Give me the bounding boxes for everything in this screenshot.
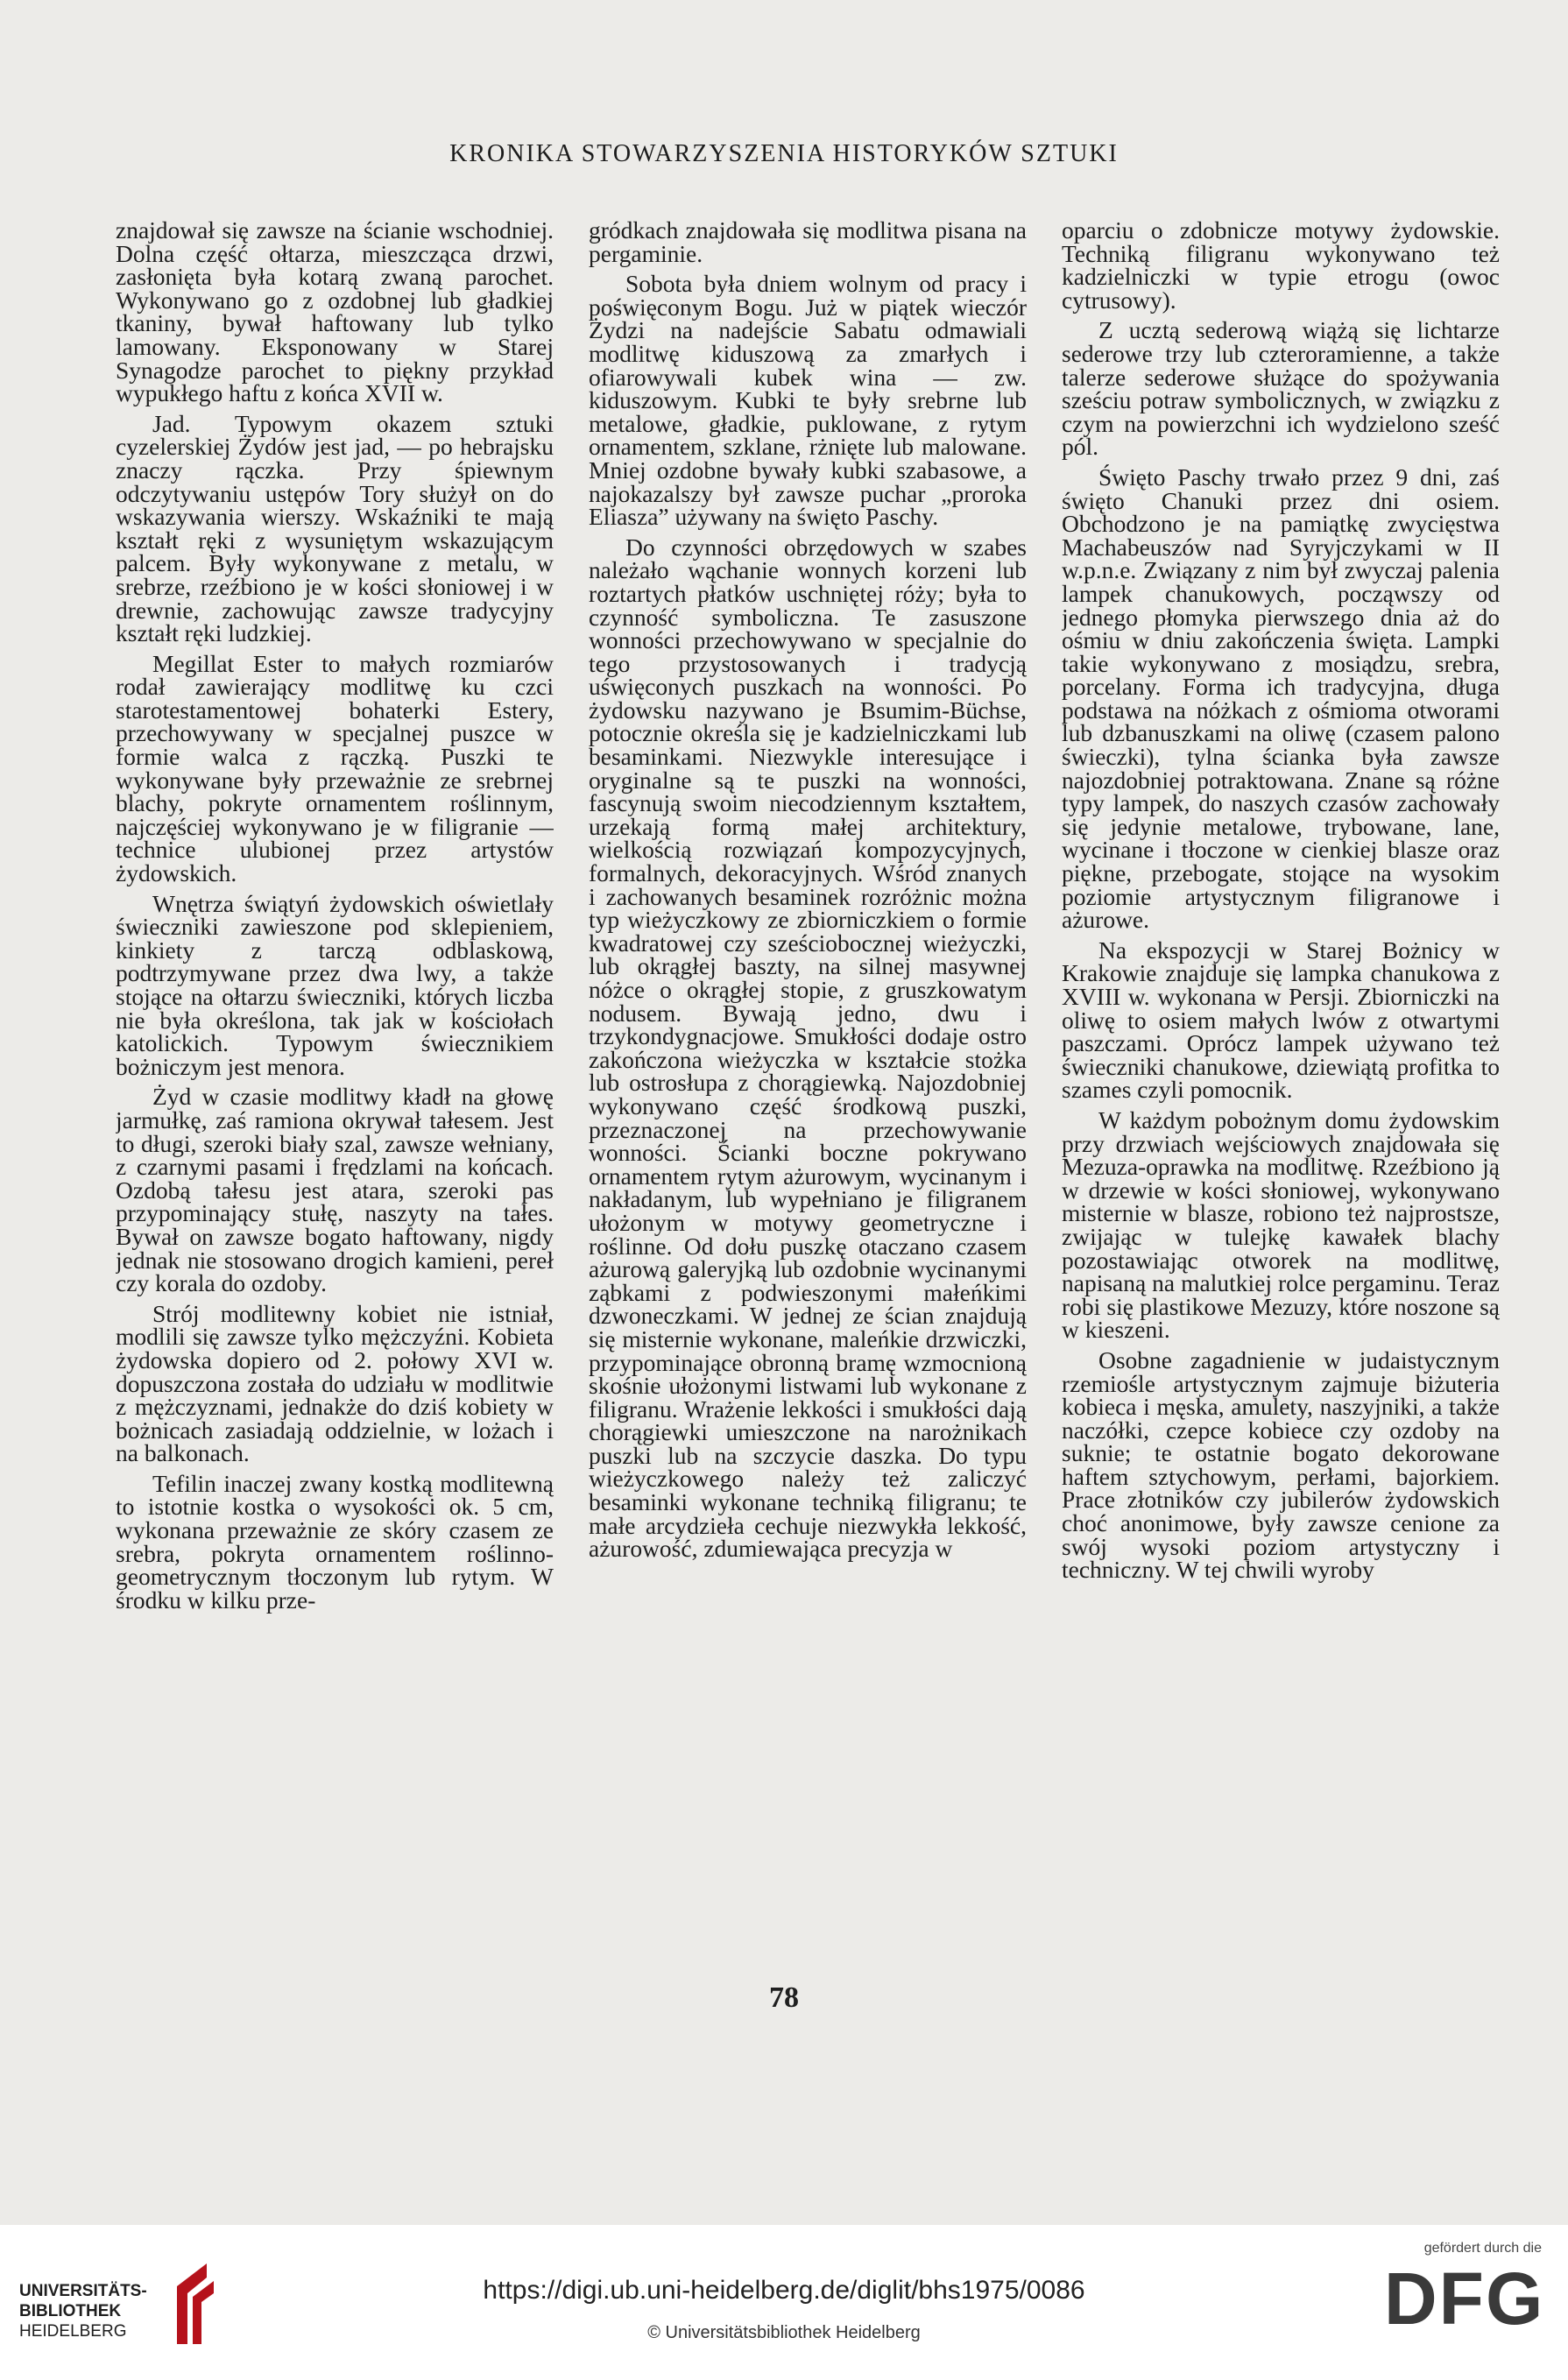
dfg-logo[interactable] — [1384, 2241, 1545, 2363]
paragraph: Na ekspozycji w Starej Bożnicy w Krakowie znajduje się lampka chanukowa z XVIII w. wykonana w Persji. Zbiorniczki na oliwę to osiem małych lwów z otwartymi paszczami. Oprócz lampek używano też świeczniki chanukowe, dziewiątą profitka to szames czyli pomocnik. — [1062, 936, 1500, 1104]
column-1 — [116, 219, 554, 1936]
column-3 — [1062, 219, 1500, 1936]
library-name-line-1: UNIVERSITÄTS- — [19, 2282, 147, 2300]
paragraph: Żyd w czasie modlitwy kładł na głowę jarmułkę, zaś ramiona okrywał tałesem. Jest to długi, szeroki biały szal, zawsze wełniany, z czarnymi pasami i frędzlami na końcach. Ozdobą tałesu jest atara, szeroki pas przypominający stułę, naszyty na tałes. Bywał on zawsze bogato haftowany, nigdy jednak nie stosowano drogich kamieni, pereł czy korala do ozdoby. — [116, 1083, 554, 1297]
page-number: 78 — [769, 1981, 799, 2014]
copyright-notice: © Universitätsbibliothek Heidelberg — [647, 2323, 921, 2342]
running-title: KRONIKA STOWARZYSZENIA HISTORYKÓW SZTUKI — [449, 140, 1119, 167]
column-2 — [589, 219, 1027, 1936]
funder-note: gefördert durch die — [1423, 2241, 1542, 2256]
paragraph: Osobne zagadnienie w judaistycznym rzemiośle artystycznym zajmuje biżuteria kobieca i męska, amulety, naszyjniki, a także naczółki, czepce kobiece czy ozdoby na suknie; te ostatnie bogato dekorowane haftem sztychowym, perłami, bajorkiem. Prace złotników czy jubilerów żydowskich choć anonimowe, były zawsze cenione za swój wysoki poziom artystyczny i techniczny. W tej chwili wyroby — [1062, 1345, 1500, 1584]
paragraph: Wnętrza świątyń żydowskich oświetlały świeczniki zawieszone pod sklepieniem, kinkiety z tarczą odblaskową, podtrzymywane przez dwa lwy, a także stojące na ołtarzu świeczniki, których liczba nie była określona, tak jak w kościołach katolickich. Typowym świecznikiem bożniczym jest menora. — [116, 889, 554, 1080]
viewer-footer — [0, 2225, 1568, 2380]
paragraph: oparciu o zdobnicze motywy żydowskie. Techniką filigranu wykonywano też kadzielniczki w typie etrogu (owoc cytrusowy). — [1062, 219, 1500, 314]
paragraph: Sobota była dniem wolnym od pracy i poświęconym Bogu. Już w piątek wieczór Żydzi na nadejście Sabatu odmawiali modlitwę kiduszową za zmarłych i ofiarowywali kubek wina — zw. kiduszowym. Kubki te były srebrne lub metalowe, gładkie, puklowane, z rytym ornamentem, szklane, rżnięte lub malowane. Mniej ozdobne bywały kubki szabasowe, a najokazalszy był zawsze puchar „proroka Eliasza” używany na święto Paschy. — [589, 270, 1027, 531]
paragraph: W każdym pobożnym domu żydowskim przy drzwiach wejściowych znajdowała się Mezuza-oprawka na modlitwę. Rzeźbiono ją w drzewie w kości słoniowej, wykonywano misternie w blasze, robiono też najprostsze, zwijając w tulejkę kawałek blachy pozostawiając otworek na modlitwę, napisaną na malutkiej rolce pergaminu. Teraz robi się plastikowe Mezuzy, które noszone są w kieszeni. — [1062, 1105, 1500, 1344]
paragraph: Święto Paschy trwało przez 9 dni, zaś święto Chanuki przez dni osiem. Obchodzono je na pamiątkę zwycięstwa Machabeuszów nad Syryjczykami w II w.p.n.e. Związany z nim był zwyczaj palenia lampek chanukowych, począwszy od jednego płomyka pierwszego dnia aż do ośmiu w dniu zakończenia święta. Lampki takie wykonywano z mosiądzu, srebra, porcelany. Forma ich tradycyjna, długa podstawa na nóżkach z ośmioma otworami lub dzbanuszkami na oliwę (czasem palono świeczki), tylna ścianka była zawsze najozdobniej potraktowana. Znane są różne typy lampek, do naszych czasów zachowały się jedynie metalowe, trybowane, lane, wycinane i tłoczone w cienkiej blasze oraz piękne, przebogate, stojące na wysokim poziomie artystycznym filigranowe i ażurowe. — [1062, 463, 1500, 934]
document-url-link[interactable]: https://digi.ub.uni-heidelberg.de/diglit/bhs1975/0086 — [483, 2276, 1085, 2305]
paragraph: Jad. Typowym okazem sztuki cyzelerskiej Żydów jest jad, — po hebrajsku znaczy rączka. Przy śpiewnym odczytywaniu ustępów Tory służył on do wskazywania wierszy. Wskaźniki te mają kształt ręki z wysuniętym wskazującym palcem. Były wykonywane z metalu, w srebrze, rzeźbiono je w kości słoniowej i w drewnie, zachowując zawsze tradycyjny kształt ręki ludzkiej. — [116, 409, 554, 647]
library-name-line-3: HEIDELBERG — [19, 2322, 127, 2341]
library-name-line-2: BIBLIOTHEK — [19, 2302, 122, 2320]
paragraph: Tefilin inaczej zwany kostką modlitewną to istotnie kostka o wysokości ok. 5 cm, wykonana przeważnie ze skóry czasem ze srebra, pokryta ornamentem roślinno-geometrycznym tłoczonym lub rytym. W środku w kilku prze- — [116, 1469, 554, 1614]
paragraph: Z ucztą sederową wiążą się lichtarze sederowe trzy lub czteroramienne, a także talerze sederowe służące do spożywania sześciu potraw symbolicznych, w związku z czym na powierzchni ich wydzielono sześć pól. — [1062, 316, 1500, 461]
paragraph: Do czynności obrzędowych w szabes należało wąchanie wonnych korzeni lub roztartych płatków uschniętej róży; była to czynność symboliczna. Te zasuszone wonności przechowywano w specjalnie do tego przystosowanych i tradycją uświęconych puszkach na wonności. Po żydowsku nazywano je Bsumim-Büchse, potocznie określa się je kadzielniczkami lub besaminkami. Niezwykle interesujące i oryginalne są te puszki na wonności, fascynują swoim niecodziennym kształtem, urzekają formą małej architektury, wielkością rozwiązań kompozycyjnych, formalnych, dekoracyjnych. Wśród znanych i zachowanych besaminek rozróżnic można typ wieżyczkowy ze zbiorniczkiem o formie kwadratowej czy sześciobocznej wieżyczki, lub okrągłej baszty, na silnej masywnej nóżce o okrągłej stopie, z gruszkowatym nodusem. Bywają jedno, dwu i trzykondygnacjowe. Smukłości dodaje ostro zakończona wieżyczka w kształcie stożka lub ostrosłupa z chorągiewką. Najozdobniej wykonywano część środkową puszki, przeznaczonej na przechowywanie wonności. Ścianki boczne pokrywano ornamentem rytym ażurowym, wycinanym i nakładanym, lub wypełniano je filigranem ułożonym w motywy geometryczne i roślinne. Od dołu puszkę otaczano czasem ażurową galeryjką lub ozdobnie wycinanymi ząbkami z podwieszonymi małeńkimi dzwoneczkami. W jednej ze ścian znajdują się misternie wykonane, maleńkie drzwiczki, przypominające obronną bramę wzmocnioną skośnie ułożonymi listwami lub wykonane z filigranu. Wrażenie lekkości i smukłości dają chorągiewki umieszczone na narożnikach puszki lub na szczycie daszka. Do typu wieżyczkowego należy też zaliczyć besaminki wykonane techniką filigranu; te małe arcydzieła cechuje niezwykła lekkość, ażurowość, zdumiewająca precyzja w — [589, 533, 1027, 1563]
paragraph: Strój modlitewny kobiet nie istniał, modlili się zawsze tylko mężczyźni. Kobieta żydowska dopiero od 2. połowy XVI w. dopuszczona została do udziału w modlitwie z mężczyznami, jednakże do dziś kobiety w bożnicach zasiadają oddzielnie, w lożach i na balkonach. — [116, 1299, 554, 1467]
paragraph: Megillat Ester to małych rozmiarów rodał zawierający modlitwę ku czci starotestamentowej bohaterki Estery, przechowywany w specjalnej puszce w formie walca z rączką. Puszki te wykonywane były przeważnie ze srebrnej blachy, pokryte ornamentem roślinnym, najczęściej wykonywano je w filigranie — technice ulubionej przez artystów żydowskich. — [116, 649, 554, 887]
funder-name: DFG — [1384, 2257, 1545, 2340]
paragraph: gródkach znajdowała się modlitwa pisana na pergaminie. — [589, 219, 1027, 267]
paragraph: znajdował się zawsze na ścianie wschodniej. Dolna część ołtarza, mieszcząca drzwi, zasłonięta była kotarą zwaną parochet. Wykonywano go z ozdobnej lub gładkiej tkaniny, bywał haftowany lub tylko lamowany. Eksponowany w Starej Synagodze parochet to piękny przykład wypukłego haftu z końca XVII w. — [116, 219, 554, 407]
text-columns — [116, 219, 1500, 1936]
